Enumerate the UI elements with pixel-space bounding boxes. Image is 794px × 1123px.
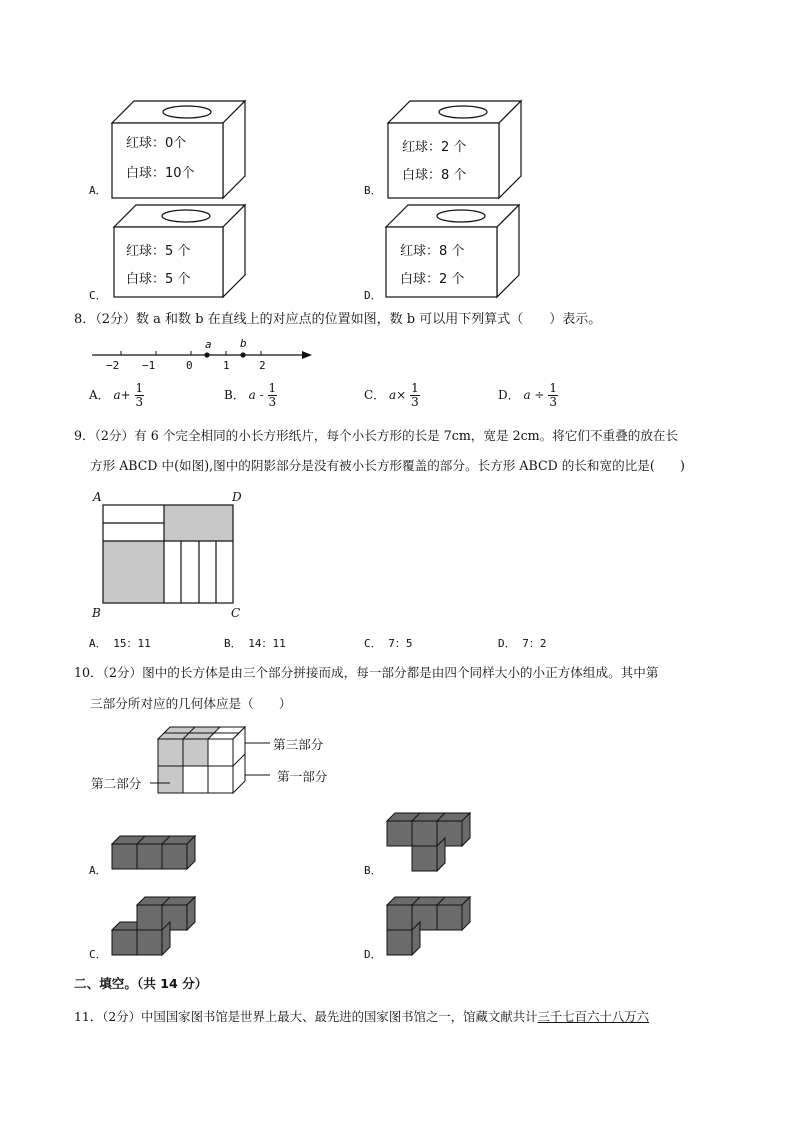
- q8-option-d[interactable]: [498, 382, 558, 409]
- option-letter: A．: [89, 637, 107, 650]
- q11-stem: [74, 1008, 649, 1026]
- denominator: 3: [411, 395, 419, 409]
- q10-stem-line1: 10．（2分）图中的长方体是由三个部分拼接而成，每一部分都是由四个同样大小的小正方体组成。其中第: [74, 665, 659, 680]
- option-expr: a+: [113, 388, 131, 402]
- option-letter: B．: [224, 637, 242, 650]
- q9-option-a[interactable]: [89, 635, 151, 651]
- q9-option-b[interactable]: [224, 635, 286, 651]
- white-count: 白球：10个: [126, 166, 195, 181]
- option-letter: B．: [364, 184, 382, 197]
- corner-b: B: [92, 606, 101, 620]
- option-letter: A．: [89, 388, 110, 402]
- q11-underlined: 三千七百六十八万六: [537, 1009, 650, 1024]
- option-letter: D．: [498, 388, 520, 402]
- q8-option-c[interactable]: [364, 382, 420, 409]
- q9-option-c[interactable]: [364, 635, 413, 651]
- cube-shape-b: [387, 813, 477, 875]
- ball-box-a: [112, 101, 247, 201]
- label-part1: 第一部分: [277, 769, 328, 784]
- option-expr: a -: [248, 388, 268, 402]
- option-expr: a×: [389, 388, 407, 402]
- tick-label: 0: [186, 359, 193, 372]
- q8-stem: 8．（2分）数 a 和数 b 在直线上的对应点的位置如图，数 b 可以用下列算式（ ）表示。: [74, 312, 602, 327]
- point-b-label: b: [240, 337, 247, 350]
- label-part2: 第二部分: [91, 776, 142, 791]
- option-letter: C．: [364, 637, 382, 650]
- q11-prefix: 11．（2分）中国国家图书馆是世界上最大、最先进的国家图书馆之一，馆藏文献共计: [74, 1009, 538, 1024]
- denominator: 3: [549, 395, 557, 409]
- red-count: 红球：8 个: [400, 244, 465, 259]
- option-letter: D．: [364, 948, 382, 961]
- fraction: [410, 382, 420, 409]
- fraction: [268, 382, 278, 409]
- option-text: 7：5: [388, 637, 413, 650]
- tick-label: 2: [259, 359, 266, 372]
- numerator: 1: [411, 381, 419, 395]
- fraction: [548, 382, 558, 409]
- q8-option-b[interactable]: [224, 382, 277, 409]
- white-count: 白球：5 个: [126, 272, 191, 287]
- q9-option-d[interactable]: [498, 635, 547, 651]
- fraction: [135, 382, 145, 409]
- point-a-label: a: [205, 338, 212, 351]
- option-letter: C．: [364, 388, 386, 402]
- corner-c: C: [231, 606, 241, 620]
- white-count: 白球：2 个: [400, 272, 465, 287]
- numerator: 1: [135, 381, 144, 395]
- denominator: 3: [268, 395, 277, 409]
- option-text: 7：2: [522, 637, 547, 650]
- q10-stem-line2: 三部分所对应的几何体应是（ ）: [90, 696, 292, 711]
- rectangle-abcd-figure: [103, 505, 235, 605]
- cube-shape-a: [112, 836, 202, 876]
- option-letter: A．: [89, 864, 107, 877]
- leader-line-part2: [150, 770, 170, 790]
- corner-a: A: [93, 490, 102, 504]
- white-count: 白球：8 个: [402, 168, 467, 183]
- q9-stem-line2: 方形 ABCD 中(如图),图中的阴影部分是没有被小长方形覆盖的部分。长方形 ABCD 的长和宽的比是( ): [90, 458, 685, 473]
- option-letter: C．: [89, 948, 107, 961]
- section-title: 二、填空。（共 14 分）: [74, 976, 208, 991]
- denominator: 3: [135, 395, 144, 409]
- cuboid-figure: [158, 727, 268, 797]
- tick-label: −2: [106, 359, 120, 372]
- corner-d: D: [232, 490, 242, 504]
- option-text: 15：11: [113, 637, 151, 650]
- numerator: 1: [268, 381, 277, 395]
- option-letter: A．: [89, 184, 107, 197]
- red-count: 红球：0个: [126, 136, 187, 151]
- q8-option-a[interactable]: [89, 382, 144, 409]
- label-part3: 第三部分: [273, 737, 324, 752]
- red-count: 红球：2 个: [402, 140, 467, 155]
- tick-label: −1: [142, 359, 156, 372]
- option-expr: a ÷: [523, 388, 545, 402]
- cube-shape-d: [387, 897, 477, 959]
- option-text: 14：11: [248, 637, 286, 650]
- q9-stem-line1: 9．（2分）有 6 个完全相同的小长方形纸片，每个小长方形的长是 7cm，宽是 2cm。将它们不重叠的放在长: [74, 428, 679, 443]
- option-letter: D．: [364, 289, 382, 302]
- numerator: 1: [549, 381, 557, 395]
- option-letter: B．: [364, 864, 382, 877]
- red-count: 红球：5 个: [126, 244, 191, 259]
- tick-label: 1: [223, 359, 230, 372]
- cube-shape-c: [112, 897, 202, 959]
- option-letter: C．: [89, 289, 107, 302]
- option-letter: B．: [224, 388, 245, 402]
- option-letter: D．: [498, 637, 516, 650]
